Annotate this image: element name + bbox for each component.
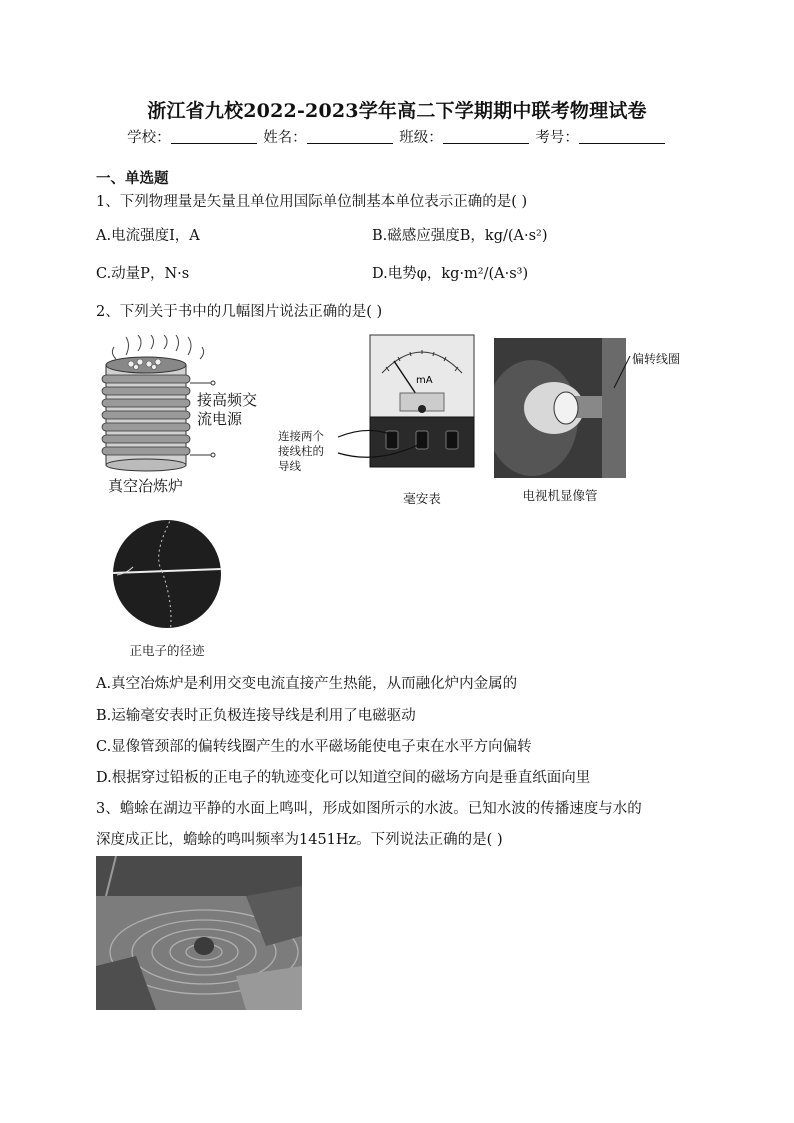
furnace-caption: 真空冶炼炉 bbox=[108, 477, 184, 495]
class-label: 班级： bbox=[399, 130, 443, 146]
vacuum-furnace-figure bbox=[96, 335, 276, 495]
exam-number-label: 考号： bbox=[535, 130, 579, 146]
meter-unit: mA bbox=[416, 375, 433, 386]
q1-option-d: D.电势φ，kg·m²/(A·s³) bbox=[372, 266, 529, 282]
school-label: 学校： bbox=[127, 130, 171, 146]
q3-stem-line2: 深度成正比，蟾蜍的鸣叫频率为1451Hz。下列说法正确的是( ) bbox=[96, 832, 503, 848]
q2-option-c: C.显像管颈部的偏转线圈产生的水平磁场能使电子束在水平方向偏转 bbox=[96, 739, 532, 755]
milliammeter-caption: 毫安表 bbox=[403, 491, 441, 506]
positron-caption: 正电子的径迹 bbox=[129, 643, 205, 658]
picture-tube-figure bbox=[494, 338, 698, 506]
q1-option-c: C.动量P，N·s bbox=[96, 266, 190, 282]
name-label: 姓名： bbox=[263, 130, 307, 146]
picture-tube-drawing bbox=[494, 338, 626, 478]
meter-wire-label: 连接两个 接线柱的 导线 bbox=[278, 429, 324, 473]
q3-stem-line1: 3、蟾蜍在湖边平静的水面上鸣叫，形成如图所示的水波。已知水波的传播速度与水的 bbox=[96, 801, 642, 817]
q1-option-a: A.电流强度I，A bbox=[96, 228, 200, 244]
class-blank[interactable] bbox=[443, 129, 529, 144]
exam-number-blank[interactable] bbox=[579, 129, 665, 144]
q1-stem: 1、下列物理量是矢量且单位用国际单位制基本单位表示正确的是( ) bbox=[96, 194, 528, 210]
toad-water-photo bbox=[96, 856, 302, 1010]
page-title: 浙江省九校2022-2023学年高二下学期期中联考物理试卷 bbox=[147, 100, 647, 122]
q2-option-d: D.根据穿过铅板的正电子的轨迹变化可以知道空间的磁场方向是垂直纸面向里 bbox=[96, 770, 591, 786]
section-heading: 一、单选题 bbox=[96, 170, 169, 187]
q2-option-b: B.运输毫安表时正负极连接导线是利用了电磁驱动 bbox=[96, 708, 416, 724]
school-blank[interactable] bbox=[171, 129, 257, 144]
toad-water-drawing bbox=[96, 856, 302, 1010]
milliammeter-figure bbox=[278, 333, 482, 505]
positron-track-drawing bbox=[112, 515, 222, 633]
picture-tube-caption: 电视机显像管 bbox=[522, 488, 598, 503]
deflection-coil-label: 偏转线圈 bbox=[632, 352, 681, 366]
student-info-line bbox=[0, 126, 794, 147]
q2-stem: 2、下列关于书中的几幅图片说法正确的是( ) bbox=[96, 304, 383, 320]
q2-option-a: A.真空冶炼炉是利用交变电流直接产生热能，从而融化炉内金属的 bbox=[96, 676, 518, 692]
furnace-power-label: 接高频交 流电源 bbox=[197, 391, 258, 428]
name-blank[interactable] bbox=[307, 129, 393, 144]
positron-track-figure bbox=[112, 515, 228, 658]
coil-pointer-line bbox=[612, 352, 632, 392]
q1-option-b: B.磁感应强度B，kg/(A·s²) bbox=[372, 228, 548, 244]
